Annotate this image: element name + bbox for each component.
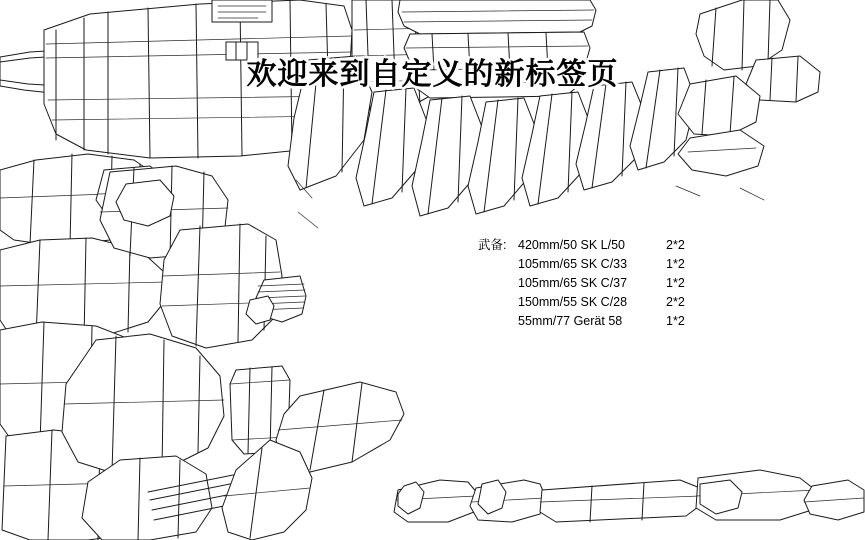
armament-row xyxy=(478,312,685,331)
armament-gun-count: 2*2 xyxy=(666,295,685,309)
armament-spec-list xyxy=(478,236,685,331)
armament-gun-name: 420mm/50 SK L/50 xyxy=(518,238,626,252)
lower-left-leg xyxy=(62,334,224,540)
armament-gun-name: 150mm/55 SK C/28 xyxy=(518,295,628,309)
armament-gun-name: 55mm/77 Gerät 58 xyxy=(518,314,623,328)
armament-row xyxy=(478,293,685,312)
lower-right-barrel xyxy=(394,470,864,522)
armament-gun-name: 105mm/65 SK C/33 xyxy=(518,257,628,271)
armament-row xyxy=(478,274,685,293)
armament-row xyxy=(478,255,685,274)
armament-gun-count: 2*2 xyxy=(666,238,685,252)
armament-gun-name: 105mm/65 SK C/37 xyxy=(518,276,628,290)
armament-gun-count: 1*2 xyxy=(666,314,685,328)
armament-gun-count: 1*2 xyxy=(666,257,685,271)
armament-label: 武备: xyxy=(478,238,507,252)
barbette-drum xyxy=(398,0,596,98)
page-title: 欢迎来到自定义的新标签页 xyxy=(246,58,619,91)
right-wing-structure xyxy=(678,0,820,176)
armament-row xyxy=(478,236,685,255)
armament-gun-count: 1*2 xyxy=(666,276,685,290)
